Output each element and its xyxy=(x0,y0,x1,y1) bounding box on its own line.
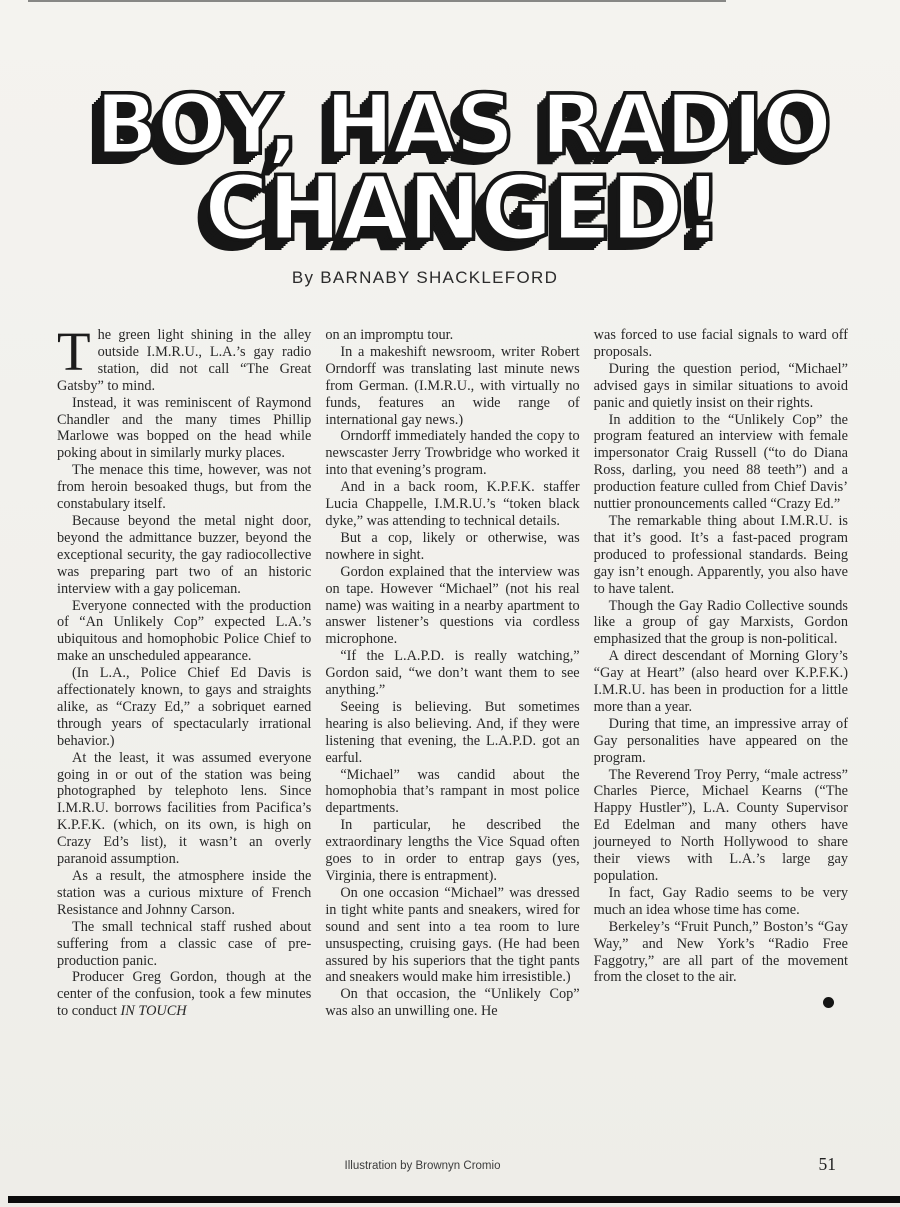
paragraph: Everyone connected with the production of “An Unlikely Cop” expected L.A.’s ubiquitous and homophobic Police Chief to make an unscheduled appearance. xyxy=(57,597,312,665)
paragraph: In particular, he described the extraordinary lengths the Vice Squad often goes to in order to entrap gays (yes, Virginia, there is entrapment). xyxy=(325,817,580,884)
column-3 xyxy=(594,327,848,1122)
article-title-line1: BOY, HAS RADIO xyxy=(95,78,831,174)
paragraph: At the least, it was assumed everyone going in or out of the station was being photographed by telephoto lens. Since I.M.R.U. borrows facilities from Pacifica’s K.P.F.K. (which, on its own, is high on Crazy Ed’s list), it wasn’t an overly paranoid assumption. xyxy=(57,749,312,868)
illustration-credit: Illustration by Brownyn Cromio xyxy=(344,1160,501,1172)
paragraph: During the question period, “Michael” advised gays in similar situations to avoid panic and quietly insist on their rights. xyxy=(593,360,848,411)
article-title-line2: CHANGED! xyxy=(204,157,722,261)
paragraph: A direct descendant of Morning Glory’s “Gay at Heart” (also heard over K.P.F.K.) I.M.R.U. has been in production for a little more than a year. xyxy=(593,648,848,715)
paragraph: And in a back room, K.P.F.K. staffer Lucia Chappelle, I.M.R.U.’s “token black dyke,” was attending to technical details. xyxy=(325,479,580,529)
paragraph: The small technical staff rushed about suffering from a classic case of pre-production panic. xyxy=(57,918,312,969)
paragraph: Seeing is believing. But sometimes hearing is also believing. And, if they were listening that evening, the L.A.P.D. got an earful. xyxy=(325,698,580,766)
end-of-article-bullet-icon xyxy=(823,997,834,1008)
article-title xyxy=(13,78,900,261)
page-number: 51 xyxy=(818,1154,836,1174)
paragraph: During that time, an impressive array of Gay personalities have appeared on the program. xyxy=(593,715,848,766)
paragraph: On that occasion, the “Unlikely Cop” was also an unwilling one. He xyxy=(325,986,580,1020)
paragraph: Instead, it was reminiscent of Raymond Chandler and the many times Phillip Marlowe was bopped on the head while poking about in similarly murky places. xyxy=(57,394,312,462)
paragraph: In fact, Gay Radio seems to be very much an idea whose time has come. xyxy=(593,884,848,918)
paragraph: on an impromptu tour. xyxy=(325,327,454,343)
paragraph-text: he green light shining in the alley outside I.M.R.U., L.A.’s gay radio station, did not call “The Great Gatsby” to mind. xyxy=(57,327,312,394)
byline: By BARNABY SHACKLEFORD xyxy=(291,268,559,287)
paragraph: But a cop, likely or otherwise, was nowhere in sight. xyxy=(325,529,580,563)
paragraph xyxy=(57,327,311,395)
drop-cap: T xyxy=(57,327,91,382)
paragraph-text: Producer Greg Gordon, though at the center of the confusion, took a few minutes to conduct xyxy=(57,969,312,1020)
article-body xyxy=(57,327,848,1122)
paragraph xyxy=(57,969,311,1020)
paragraph: In a makeshift newsroom, writer Robert Orndorff was translating last minute news from German. (I.M.R.U., with virtually no funds, features an wide range of international gay news.) xyxy=(325,343,580,428)
paragraph: Though the Gay Radio Collective sounds like a group of gay Marxists, Gordon emphasized that the group is non-political. xyxy=(593,597,848,648)
paragraph: On one occasion “Michael” was dressed in tight white pants and sneakers, wired for sound and sent into a tea room to lure unsuspecting, cruising gays. (He had been assured by his superiors that the tight pants and sneakers would make him irresistible.) xyxy=(325,884,580,986)
paragraph: Gordon explained that the interview was on tape. However “Michael” (not his real name) was waiting in a nearby apartment to answer listener’s questions via cordless microphone. xyxy=(325,563,580,648)
end-of-article-row xyxy=(594,996,848,1013)
paragraph: The menace this time, however, was not from heroin besoaked thugs, but from the constabulary itself. xyxy=(57,462,312,513)
paragraph: In addition to the “Unlikely Cop” the program featured an interview with female impersonator Craig Russell (“to do Diana Ross, darling, you need 88 teeth”) and a production feature culled from Chief Davis’ nuttier pronouncements called “Crazy Ed.” xyxy=(593,411,848,513)
paragraph: As a result, the atmosphere inside the station was a curious mixture of French Resistance and Johnny Carson. xyxy=(57,868,312,918)
paragraph: The Reverend Troy Perry, “male actress” Charles Pierce, Michael Kearns (“The Happy Hustler”), L.A. County Supervisor Ed Edelman and many others have journeyed to North Hollywood to share their views with L.A.’s large gay population. xyxy=(593,766,848,884)
scanner-edge-bottom xyxy=(8,1196,900,1203)
paragraph: Because beyond the metal night door, beyond the admittance buzzer, beyond the exceptional security, the gay radiocollective was preparing part two of an historic interview with a gay policeman. xyxy=(57,512,312,597)
column-1 xyxy=(57,327,311,1122)
paragraph: (In L.A., Police Chief Ed Davis is affectionately known, to gays and straights alike, as “Crazy Ed,” a sobriquet earned through years of spectacularly irrational behavior.) xyxy=(57,665,312,749)
paragraph: Orndorff immediately handed the copy to newscaster Jerry Trowbridge who worked it into that evening’s program. xyxy=(325,428,580,479)
paragraph: “If the L.A.P.D. is really watching,” Gordon said, “we don’t want them to see anything.” xyxy=(325,648,580,699)
paragraph: “Michael” was candid about the homophobia that’s rampant in most police departments. xyxy=(325,766,580,817)
paragraph: was forced to use facial signals to ward off proposals. xyxy=(593,327,848,360)
magazine-name-italic: IN TOUCH xyxy=(120,1003,187,1020)
paragraph: The remarkable thing about I.M.R.U. is that it’s good. It’s a fast-paced program produced to professional standards. Being gay isn’t enough. Apparently, you also have to have talent. xyxy=(593,512,848,597)
scanner-edge-top xyxy=(28,0,726,2)
paragraph: Berkeley’s “Fruit Punch,” Boston’s “Gay Way,” and New York’s “Radio Free Faggotry,” are all part of the movement from the closet to the air. xyxy=(593,918,848,986)
column-2 xyxy=(325,327,579,1122)
